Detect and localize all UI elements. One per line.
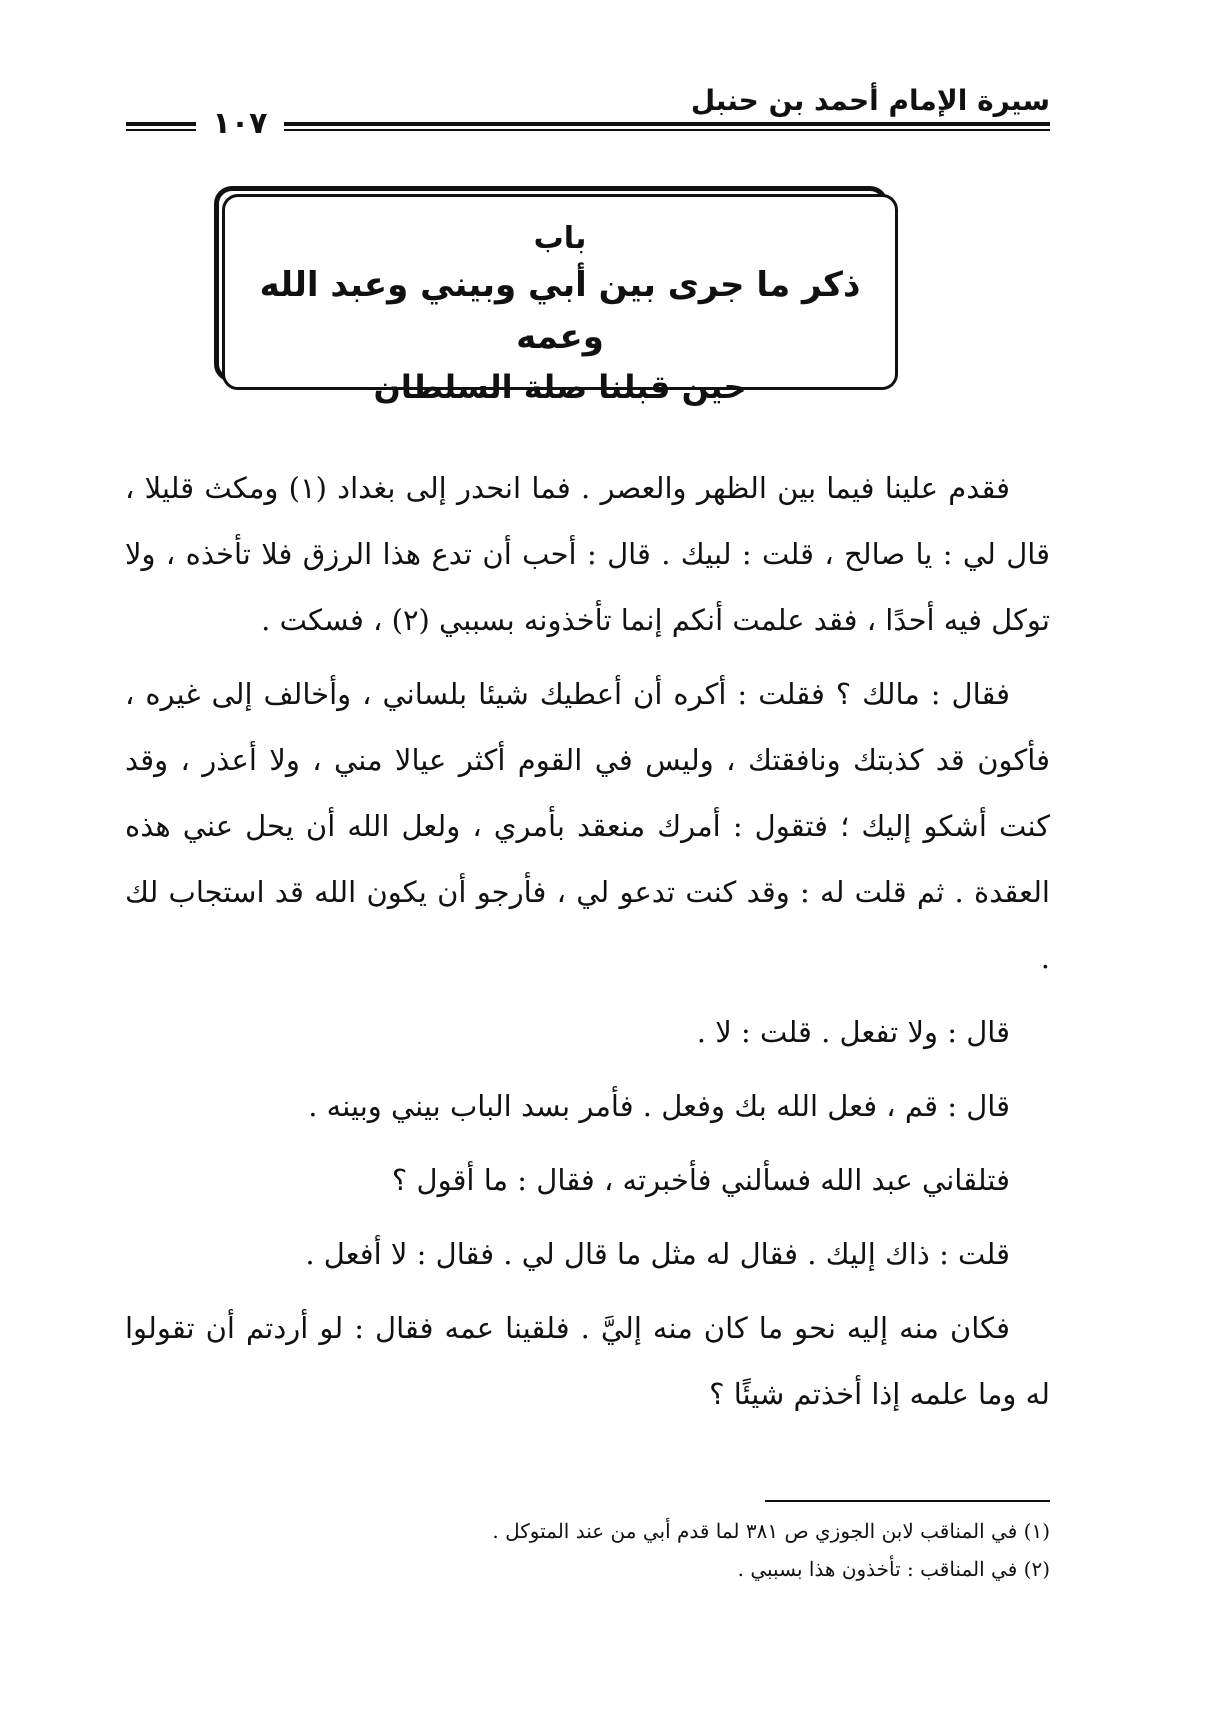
footnotes bbox=[125, 1512, 1050, 1588]
running-title: سيرة الإمام أحمد بن حنبل bbox=[690, 84, 1050, 117]
header-rule bbox=[284, 122, 1050, 126]
paragraph-3: قال : ولا تفعل . قلت : لا . bbox=[696, 1015, 1010, 1049]
paragraph-7: فكان منه إليه نحو ما كان منه إليَّ . فلقينا عمه فقال : لو أردتم أن تقولوا له وما علمه إذا أخذتم شيئًا ؟ bbox=[125, 1311, 1050, 1411]
chapter-heading-box bbox=[220, 192, 900, 406]
paragraph-2: فقال : مالك ؟ فقلت : أكره أن أعطيك شيئا بلساني ، وأخالف إلى غيره ، فأكون قد كذبتك ونافقتك ، وليس في القوم أكثر عيالا مني ، ولا أعذر ، وقد كنت أشكو إليك ؛ فتقول : أمرك منعقد بأمري ، ولعل الله أن يحل عني هذه العقدة . ثم قلت له : وقد كنت تدعو لي ، فأرجو أن يكون الله قد استجاب لك . bbox=[125, 677, 1050, 975]
paragraph-4: قال : قم ، فعل الله بك وفعل . فأمر بسد الباب بيني وبينه . bbox=[308, 1089, 1010, 1123]
footnote-separator bbox=[765, 1500, 1050, 1502]
paragraph-6: قلت : ذاك إليك . فقال له مثل ما قال لي . فقال : لا أفعل . bbox=[305, 1237, 1010, 1271]
chapter-box-frame bbox=[222, 194, 898, 406]
header-rule-left-thin bbox=[126, 129, 196, 131]
page-number: ١٠٧ bbox=[212, 106, 268, 141]
paragraph-5: فتلقاني عبد الله فسألني فأخبرته ، فقال : ما أقول ؟ bbox=[391, 1163, 1010, 1197]
footnote-1: (١) في المناقب لابن الجوزي ص ٣٨١ لما قدم أبي من عند المتوكل . bbox=[492, 1519, 1050, 1543]
chapter-label: باب bbox=[533, 221, 587, 256]
footnote-2: (٢) في المناقب : تأخذون هذا بسببي . bbox=[737, 1557, 1050, 1581]
chapter-subtitle: حين قبلنا صلة السلطان bbox=[373, 368, 747, 406]
header-rule-thin bbox=[284, 129, 1050, 131]
chapter-title: ذكر ما جرى بين أبي وبيني وعبد الله وعمه bbox=[259, 265, 861, 357]
paragraph-1: فقدم علينا فيما بين الظهر والعصر . فما انحدر إلى بغداد (١) ومكث قليلا ، قال لي : يا صالح ، قلت : لبيك . قال : أحب أن تدع هذا الرزق فلا تأخذه ، ولا توكل فيه أحدًا ، فقد علمت أنكم إنما تأخذونه بسببي (٢) ، فسكت . bbox=[125, 471, 1050, 637]
body-text bbox=[125, 455, 1050, 1427]
header-rule-left bbox=[126, 122, 196, 126]
